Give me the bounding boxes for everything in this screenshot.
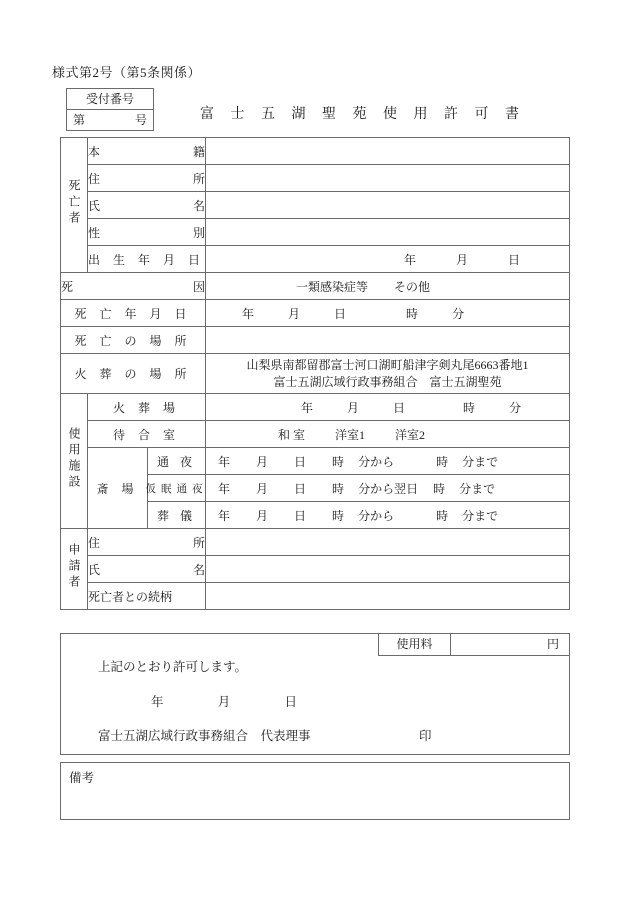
permit-statement: 上記のとおり許可します。 [98, 660, 248, 674]
table-row [61, 421, 570, 448]
deceased-name-value[interactable] [206, 192, 570, 219]
deceased-birthdate-value[interactable] [206, 246, 570, 273]
table-row [61, 448, 570, 475]
cremation-place-label: 火 葬 の 場 所 [61, 354, 206, 394]
applicant-name-label: 氏 名 [88, 556, 206, 583]
table-row [61, 327, 570, 354]
table-row [61, 556, 570, 583]
permit-table [60, 137, 570, 610]
deceased-honseki-label: 本 籍 [88, 138, 206, 165]
applicant-group-label: 申請者 [61, 529, 88, 610]
remarks-label: 備考 [69, 771, 95, 785]
waiting-room-label: 待 合 室 [88, 421, 206, 448]
page-title: 富 士 五 湖 聖 苑 使 用 許 可 書 [200, 107, 526, 122]
table-row [61, 300, 570, 327]
deceased-gender-value[interactable] [206, 219, 570, 246]
usage-fee-value[interactable] [451, 634, 569, 655]
form-number: 様式第2号（第5条関係） [52, 65, 202, 80]
death-place-value[interactable] [206, 327, 570, 354]
applicant-name-value[interactable] [206, 556, 570, 583]
permit-seal-mark: 印 [419, 729, 432, 743]
death-datetime-label: 死 亡 年 月 日 [61, 300, 206, 327]
hall-label: 斎 場 [88, 448, 148, 529]
cremation-place-value [206, 354, 570, 394]
applicant-address-label: 住 所 [88, 529, 206, 556]
applicant-relation-value[interactable] [206, 583, 570, 610]
receipt-prefix: 第 [73, 112, 86, 127]
usage-fee-unit: 円 [546, 637, 559, 651]
table-row [61, 138, 570, 165]
permit-month-unit: 月 [217, 695, 231, 709]
crematorium-label: 火 葬 場 [88, 394, 206, 421]
table-row [61, 246, 570, 273]
hall-tsuya-value[interactable]: 年 月 日 時 分から 時 分まで [206, 448, 570, 475]
deceased-address-label: 住 所 [88, 165, 206, 192]
hall-sougi-value[interactable]: 年 月 日 時 分から 時 分まで [206, 502, 570, 529]
birth-month-unit: 月 [456, 252, 469, 267]
deceased-gender-label: 性 別 [88, 219, 206, 246]
facilities-group-label: 使用施設 [61, 394, 88, 529]
usage-fee-box [378, 633, 570, 656]
table-row [61, 192, 570, 219]
cause-of-death-value[interactable] [206, 273, 570, 300]
table-row [61, 273, 570, 300]
permit-day-unit: 日 [284, 695, 298, 709]
table-row [61, 354, 570, 394]
receipt-number-box [66, 88, 154, 131]
waiting-room-option-yoshitsu1[interactable]: 洋室1 [335, 427, 366, 442]
deceased-group-label: 死亡者 [61, 138, 88, 273]
deceased-honseki-value[interactable] [206, 138, 570, 165]
table-row [61, 394, 570, 421]
waiting-room-option-washitsu[interactable]: 和 室 [278, 427, 306, 442]
cause-option-other[interactable]: その他 [394, 279, 431, 294]
cause-of-death-label: 死 因 [61, 273, 206, 300]
permit-date[interactable] [151, 692, 297, 710]
cremation-address-line2: 富士五湖広域行政事務組合 富士五湖聖苑 [273, 374, 502, 389]
table-row [61, 583, 570, 610]
birth-day-unit: 日 [508, 252, 521, 267]
table-row [61, 219, 570, 246]
crematorium-datetime-value[interactable]: 年 月 日 時 分 [206, 394, 570, 421]
table-row [61, 165, 570, 192]
hall-kamin-tsuya-value[interactable]: 年 月 日 時 分から翌日 時 分まで [206, 475, 570, 502]
deceased-birthdate-label: 出 生 年 月 日 [88, 246, 206, 273]
remarks-box[interactable] [60, 762, 570, 820]
hall-tsuya-label: 通 夜 [148, 448, 206, 475]
deceased-name-label: 氏 名 [88, 192, 206, 219]
deceased-address-value[interactable] [206, 165, 570, 192]
cause-option-infectious[interactable]: 一類感染症等 [296, 279, 369, 294]
cremation-address-line1: 山梨県南都留郡富士河口湖町船津字剣丸尾6663番地1 [246, 357, 529, 372]
birth-year-unit: 年 [404, 252, 417, 267]
death-datetime-value[interactable]: 年 月 日 時 分 [206, 300, 570, 327]
hall-kamin-tsuya-label: 仮眠通夜 [148, 475, 206, 502]
receipt-number-header: 受付番号 [67, 89, 153, 110]
permit-organization: 富士五湖広域行政事務組合 代表理事 [98, 729, 311, 743]
death-place-label: 死 亡 の 場 所 [61, 327, 206, 354]
permit-year-unit: 年 [151, 695, 164, 709]
receipt-suffix: 号 [134, 112, 147, 127]
waiting-room-option-yoshitsu2[interactable]: 洋室2 [395, 427, 426, 442]
usage-fee-label: 使用料 [379, 634, 451, 655]
table-row [61, 529, 570, 556]
hall-sougi-label: 葬 儀 [148, 502, 206, 529]
applicant-relation-label: 死亡者との続柄 [88, 583, 206, 610]
waiting-room-options[interactable] [206, 421, 570, 448]
receipt-number-field[interactable] [67, 110, 153, 131]
applicant-address-value[interactable] [206, 529, 570, 556]
